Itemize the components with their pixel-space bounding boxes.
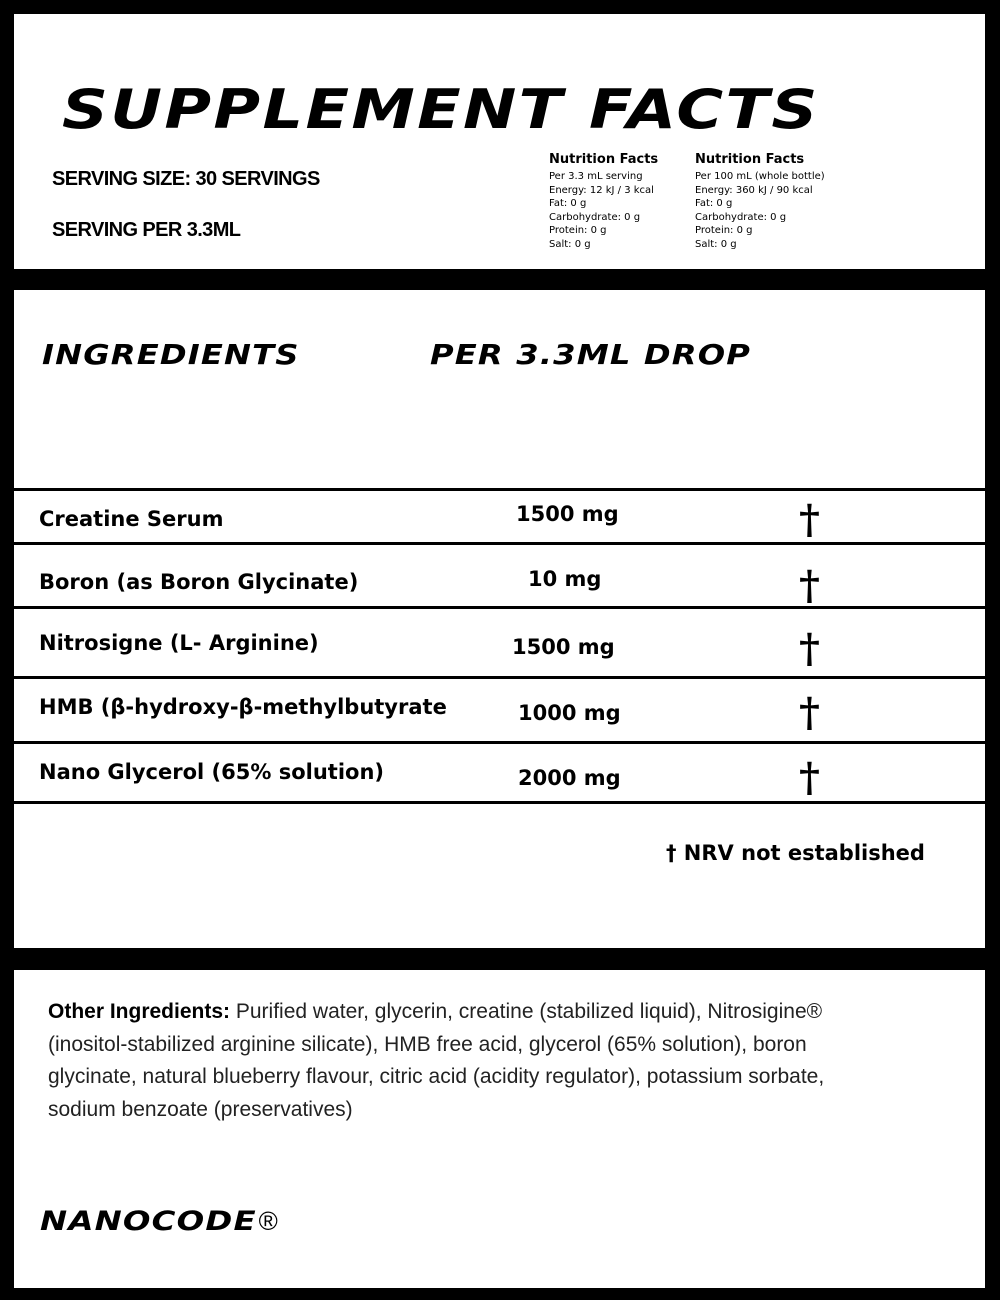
other-ingredients-text [48, 996, 868, 1126]
ingredient-name: Creatine Serum [39, 507, 224, 531]
registered-mark-icon: ® [258, 1206, 278, 1236]
ingredient-amount: 1500 mg [512, 635, 615, 659]
ingredient-amount: 2000 mg [518, 766, 621, 790]
nrv-dagger-icon: † [799, 754, 820, 801]
nutrition-line: Per 3.3 mL serving [549, 171, 643, 182]
nutrition-line: Fat: 0 g [695, 198, 733, 209]
ingredient-name: Nitrosigne (L- Arginine) [39, 631, 319, 655]
per-drop-heading: PER 3.3ML DROP [430, 338, 752, 371]
nutrition-line: Energy: 360 kJ / 90 kcal [695, 184, 813, 196]
table-row [14, 676, 985, 742]
nrv-dagger-icon: † [799, 562, 820, 609]
other-ingredients-list: Purified water, glycerin, creatine (stabilized liquid), Nitrosigine® (inositol-stabilized arginine silicate), HMB free acid, glycerol (65% solution), boron glycinate, natural blueberry flavour, citric acid (acidity regulator), potassium sorbate, sodium benzoate (preservatives) [48, 1000, 825, 1121]
nutrition-facts-per-serving [549, 152, 658, 251]
nutrition-line: Protein: 0 g [695, 225, 753, 236]
supplement-facts-header-panel [14, 14, 985, 269]
nutrition-line: Salt: 0 g [695, 238, 737, 250]
ingredients-heading: INGREDIENTS [42, 338, 300, 371]
serving-size: SERVING SIZE: 30 SERVINGS [52, 168, 320, 190]
table-row [14, 606, 985, 677]
nutrition-line: Salt: 0 g [549, 238, 591, 250]
nutrition-facts-title: Nutrition Facts [549, 152, 659, 167]
ingredient-amount: 1500 mg [516, 502, 619, 526]
ingredient-name: Boron (as Boron Glycinate) [39, 570, 359, 594]
nutrition-facts-per-bottle [695, 152, 825, 251]
ingredient-name: HMB (β-hydroxy-β-methylbutyrate [39, 695, 447, 719]
ingredient-amount: 10 mg [528, 567, 602, 591]
nutrition-facts-title: Nutrition Facts [695, 152, 805, 167]
ingredient-amount: 1000 mg [518, 701, 621, 725]
nutrition-line: Per 100 mL (whole bottle) [695, 171, 825, 182]
page-title: SUPPLEMENT FACTS [62, 78, 820, 141]
table-row [14, 488, 985, 543]
nrv-note: † NRV not established [666, 841, 925, 865]
nrv-dagger-icon: † [799, 689, 820, 736]
ingredient-name: Nano Glycerol (65% solution) [39, 760, 385, 784]
nutrition-line: Energy: 12 kJ / 3 kcal [549, 184, 654, 196]
brand-name: NANOCODE [40, 1206, 257, 1237]
table-bottom-rule [14, 801, 985, 804]
nutrition-line: Carbohydrate: 0 g [695, 211, 787, 223]
other-ingredients-label: Other Ingredients: [48, 1000, 231, 1023]
nrv-dagger-icon: † [799, 496, 820, 543]
other-ingredients-panel [14, 970, 985, 1288]
table-row [14, 542, 985, 607]
nutrition-line: Fat: 0 g [549, 198, 587, 209]
nutrition-line: Protein: 0 g [549, 225, 607, 236]
table-row [14, 741, 985, 803]
ingredients-panel [14, 290, 985, 948]
nutrition-line: Carbohydrate: 0 g [549, 211, 641, 223]
serving-per: SERVING PER 3.3ML [52, 219, 241, 241]
nrv-dagger-icon: † [799, 625, 820, 672]
brand-logo [40, 1206, 278, 1237]
